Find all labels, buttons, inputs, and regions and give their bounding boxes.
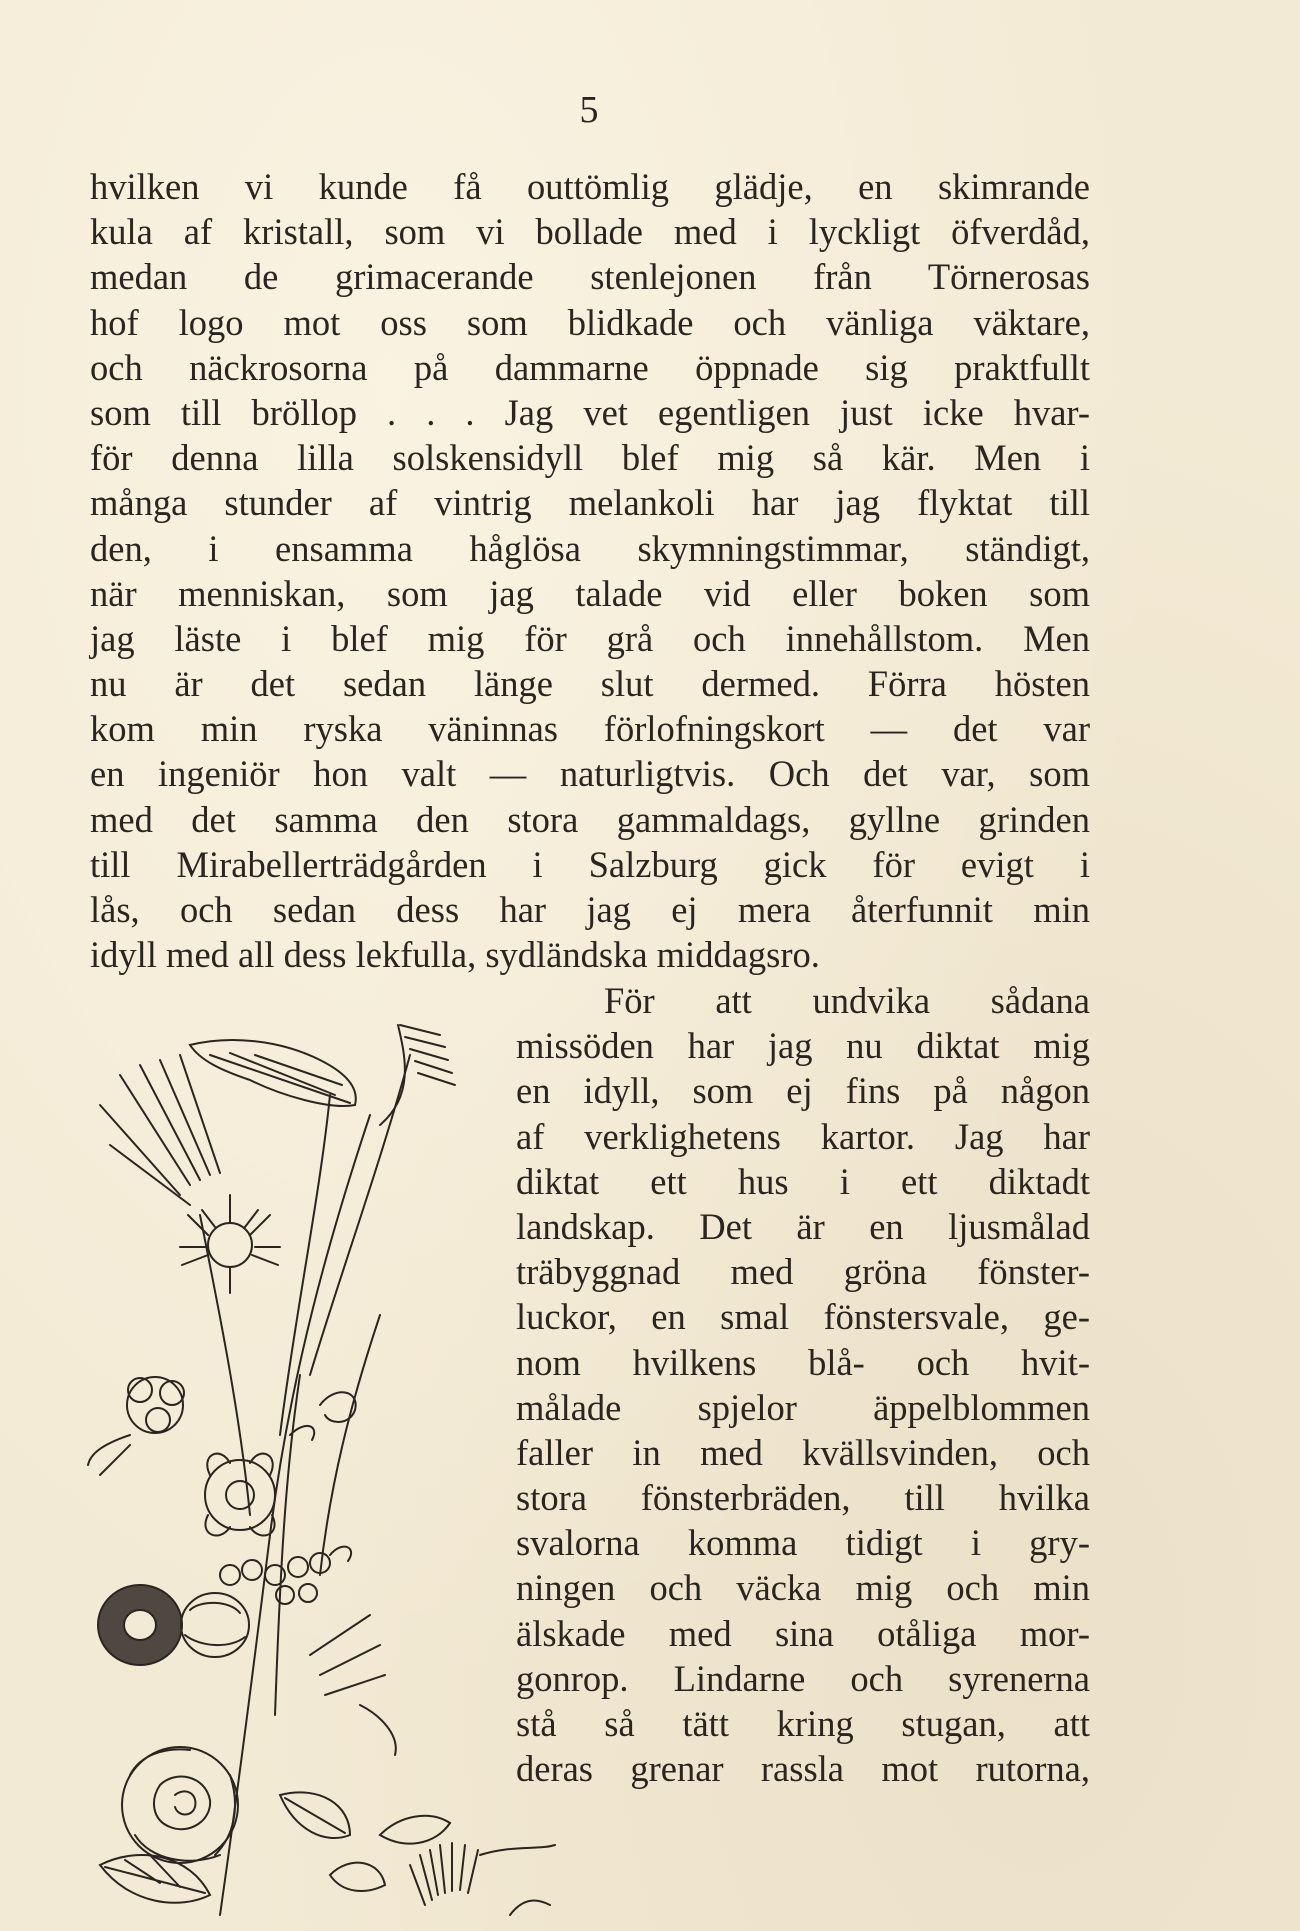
text-line: älskade med sina otåliga mor- [516, 1612, 1090, 1654]
text-line: hvilken vi kunde få outtömlig glädje, en skimrande [90, 166, 1090, 207]
text-line: målade spjelor äppelblommen [516, 1386, 1090, 1428]
text-line: svalorna komma tidigt i gry- [516, 1522, 1090, 1564]
text-line: faller in med kvällsvinden, och [516, 1431, 1090, 1473]
text-line: deras grenar rassla mot rutorna, [516, 1748, 1090, 1790]
flower-bouquet-icon [80, 1015, 680, 1931]
text-line: stå så tätt kring stugan, att [516, 1703, 1090, 1744]
text-line: med det samma den stora gammaldags, gyllne grinden [90, 798, 1090, 840]
text-line: en idyll, som ej fins på någon [516, 1070, 1090, 1112]
body-text-full-width [90, 164, 1090, 977]
text-line: landskap. Det är en ljusmålad [516, 1205, 1090, 1247]
text-line: och näckrosorna på dammarne öppnade sig praktfullt [90, 346, 1090, 388]
text-line: när menniskan, som jag talade vid eller boken som [90, 572, 1090, 614]
text-line: För att undvika sådana [604, 980, 1090, 1021]
text-line: luckor, en smal fönstersvale, ge- [516, 1296, 1090, 1338]
text-line: missöden har jag nu diktat mig [516, 1025, 1090, 1067]
text-line: nom hvilkens blå- och hvit- [516, 1341, 1090, 1383]
text-line: af verklighetens kartor. Jag har [516, 1115, 1090, 1157]
text-line: för denna lilla solskensidyll blef mig så kär. Men i [90, 437, 1090, 479]
text-line: kom min ryska väninnas förlofningskort — det var [90, 708, 1090, 750]
text-line: gonrop. Lindarne och syrenerna [516, 1657, 1090, 1699]
text-line: många stunder af vintrig melankoli har jag flyktat till [90, 482, 1090, 524]
text-line: medan de grimacerande stenlejonen från Törnerosas [90, 256, 1090, 298]
text-line: diktat ett hus i ett diktadt [516, 1160, 1090, 1202]
text-line: stora fönsterbräden, till hvilka [516, 1477, 1090, 1519]
text-line: jag läste i blef mig för grå och innehållstom. Men [90, 617, 1090, 659]
text-line: idyll med all dess lekfulla, sydländska middagsro. [90, 934, 820, 976]
text-line: till Mirabellerträdgården i Salzburg gick för evigt i [90, 843, 1090, 885]
text-line: kula af kristall, som vi bollade med i lyckligt öfverdåd, [90, 211, 1090, 253]
text-line: ningen och väcka mig och min [516, 1567, 1090, 1609]
text-line: som till bröllop . . . Jag vet egentligen just icke hvar- [90, 391, 1090, 433]
text-line: en ingeniör hon valt — naturligtvis. Och det var, som [90, 753, 1090, 795]
text-line: nu är det sedan länge slut dermed. Förra hösten [90, 663, 1090, 705]
text-line: träbyggnad med gröna fönster- [516, 1251, 1090, 1293]
text-line: den, i ensamma håglösa skymningstimmar, ständigt, [90, 527, 1090, 569]
page-number: 5 [579, 89, 599, 131]
text-line: lås, och sedan dess har jag ej mera återfunnit min [90, 889, 1090, 930]
text-line: hof logo mot oss som blidkade och vänliga väktare, [90, 301, 1090, 343]
